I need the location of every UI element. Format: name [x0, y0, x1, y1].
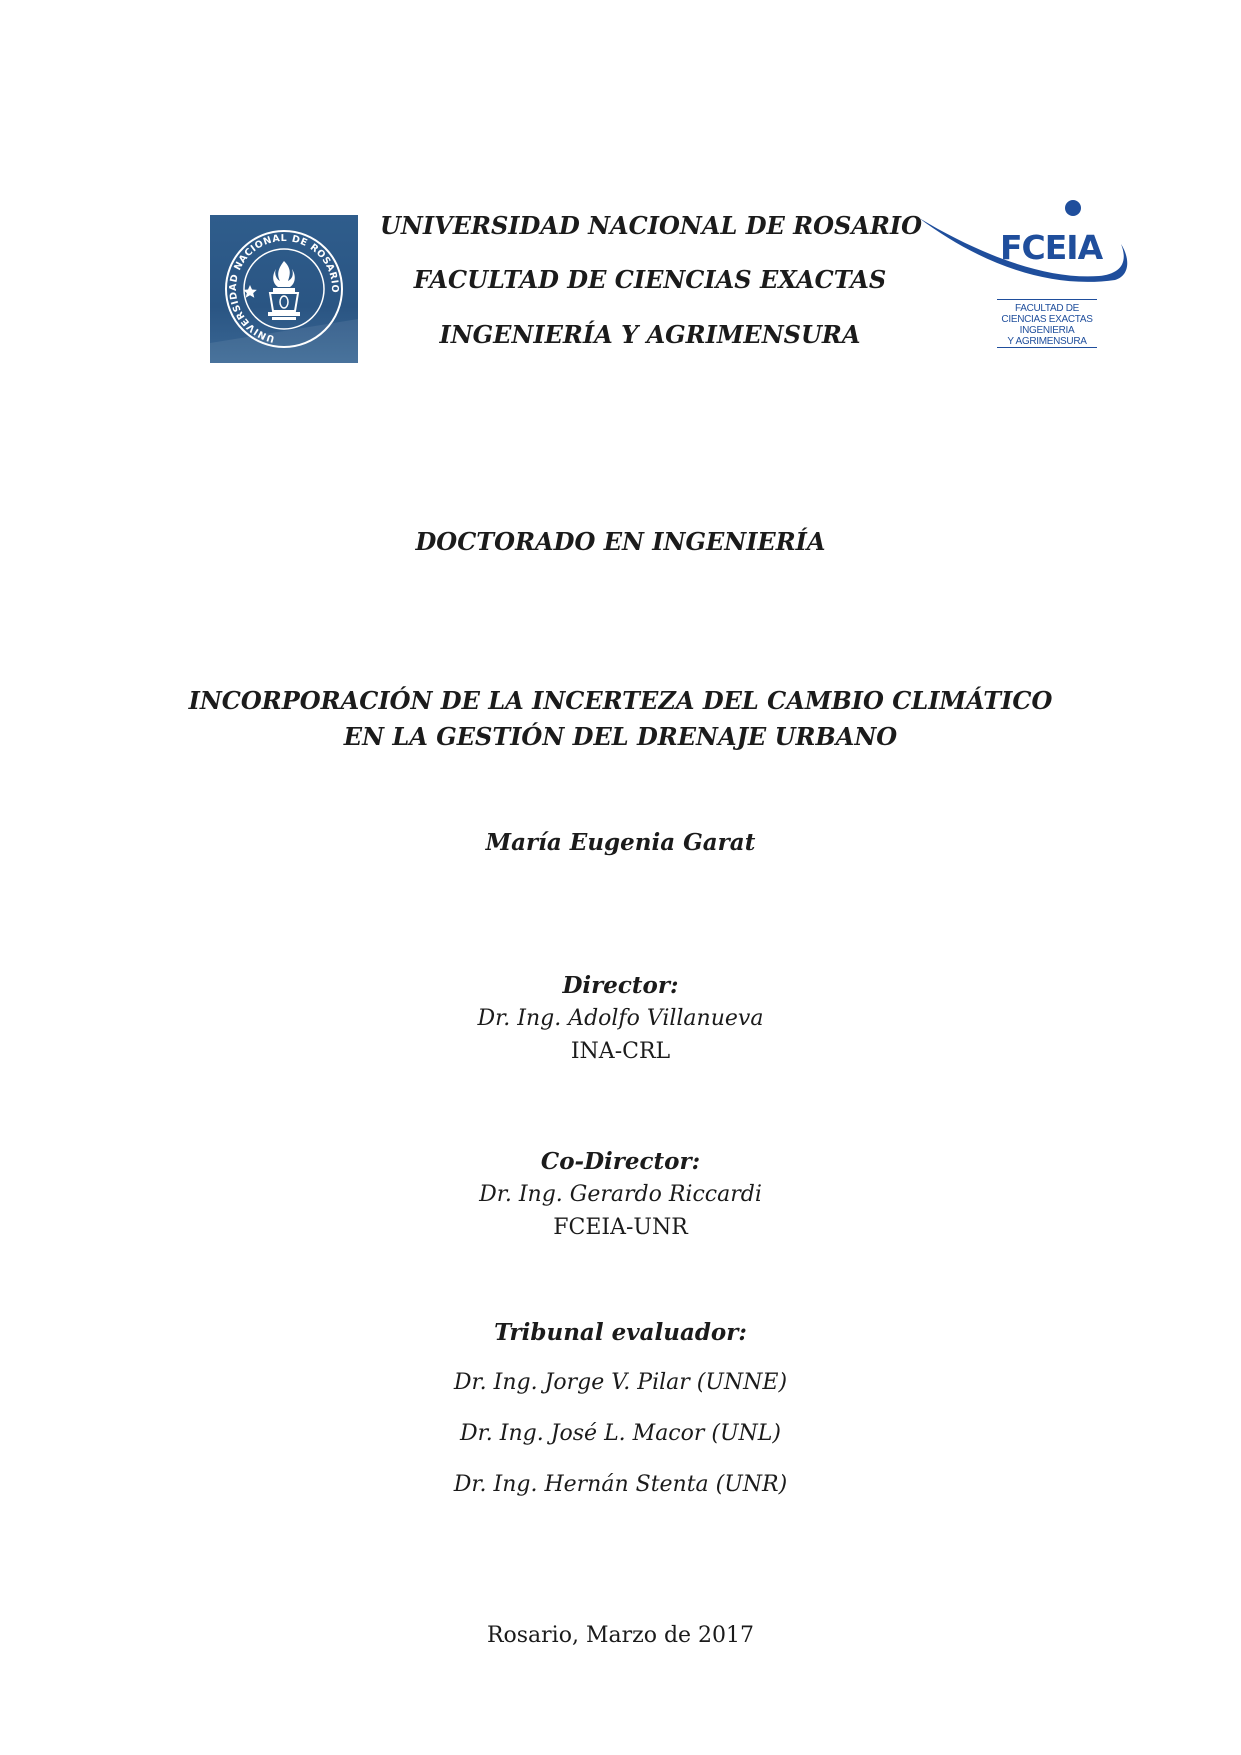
university-name: UNIVERSIDAD NACIONAL DE ROSARIO: [380, 211, 923, 240]
fceia-logo: [915, 198, 1130, 348]
fceia-subtitle: [997, 303, 1097, 347]
fceia-sub-line: INGENIERIA: [1019, 325, 1075, 336]
tribunal-member: Dr. Ing. Jorge V. Pilar (UNNE): [453, 1370, 788, 1395]
co-director-label: Co-Director:: [540, 1148, 701, 1175]
co-director-affiliation: FCEIA-UNR: [553, 1215, 688, 1240]
fceia-divider: [997, 299, 1097, 300]
unr-logo: [210, 215, 358, 363]
faculty-name-line2: INGENIERÍA Y AGRIMENSURA: [439, 320, 861, 349]
place-date: Rosario, Marzo de 2017: [486, 1623, 755, 1648]
tribunal-member: Dr. Ing. Hernán Stenta (UNR): [453, 1472, 788, 1497]
tribunal-label: Tribunal evaluador:: [494, 1319, 747, 1346]
thesis-title-line2: EN LA GESTIÓN DEL DRENAJE URBANO: [343, 722, 898, 751]
unr-seal-text: UNIVERSIDAD NACIONAL DE ROSARIO: [227, 232, 341, 345]
tribunal-member: Dr. Ing. José L. Macor (UNL): [460, 1421, 781, 1446]
director-affiliation: INA-CRL: [570, 1039, 671, 1064]
program-title: DOCTORADO EN INGENIERÍA: [415, 527, 826, 556]
director-label: Director:: [562, 972, 679, 999]
thesis-title-line1: INCORPORACIÓN DE LA INCERTEZA DEL CAMBIO CLIMÁTICO: [188, 686, 1053, 715]
fceia-sub-line: Y AGRIMENSURA: [1007, 336, 1087, 347]
fceia-sub-line: CIENCIAS EXACTAS: [1001, 314, 1093, 325]
unr-seal-icon: [210, 215, 358, 363]
faculty-name-line1: FACULTAD DE CIENCIAS EXACTAS: [413, 265, 887, 294]
director-name: Dr. Ing. Adolfo Villanueva: [477, 1006, 764, 1031]
fceia-wordmark: FCEIA: [1000, 228, 1103, 267]
fceia-sub-line: FACULTAD DE: [1014, 303, 1080, 314]
fceia-underline: [997, 347, 1097, 348]
author-name: María Eugenia Garat: [485, 829, 756, 856]
co-director-name: Dr. Ing. Gerardo Riccardi: [479, 1182, 762, 1207]
